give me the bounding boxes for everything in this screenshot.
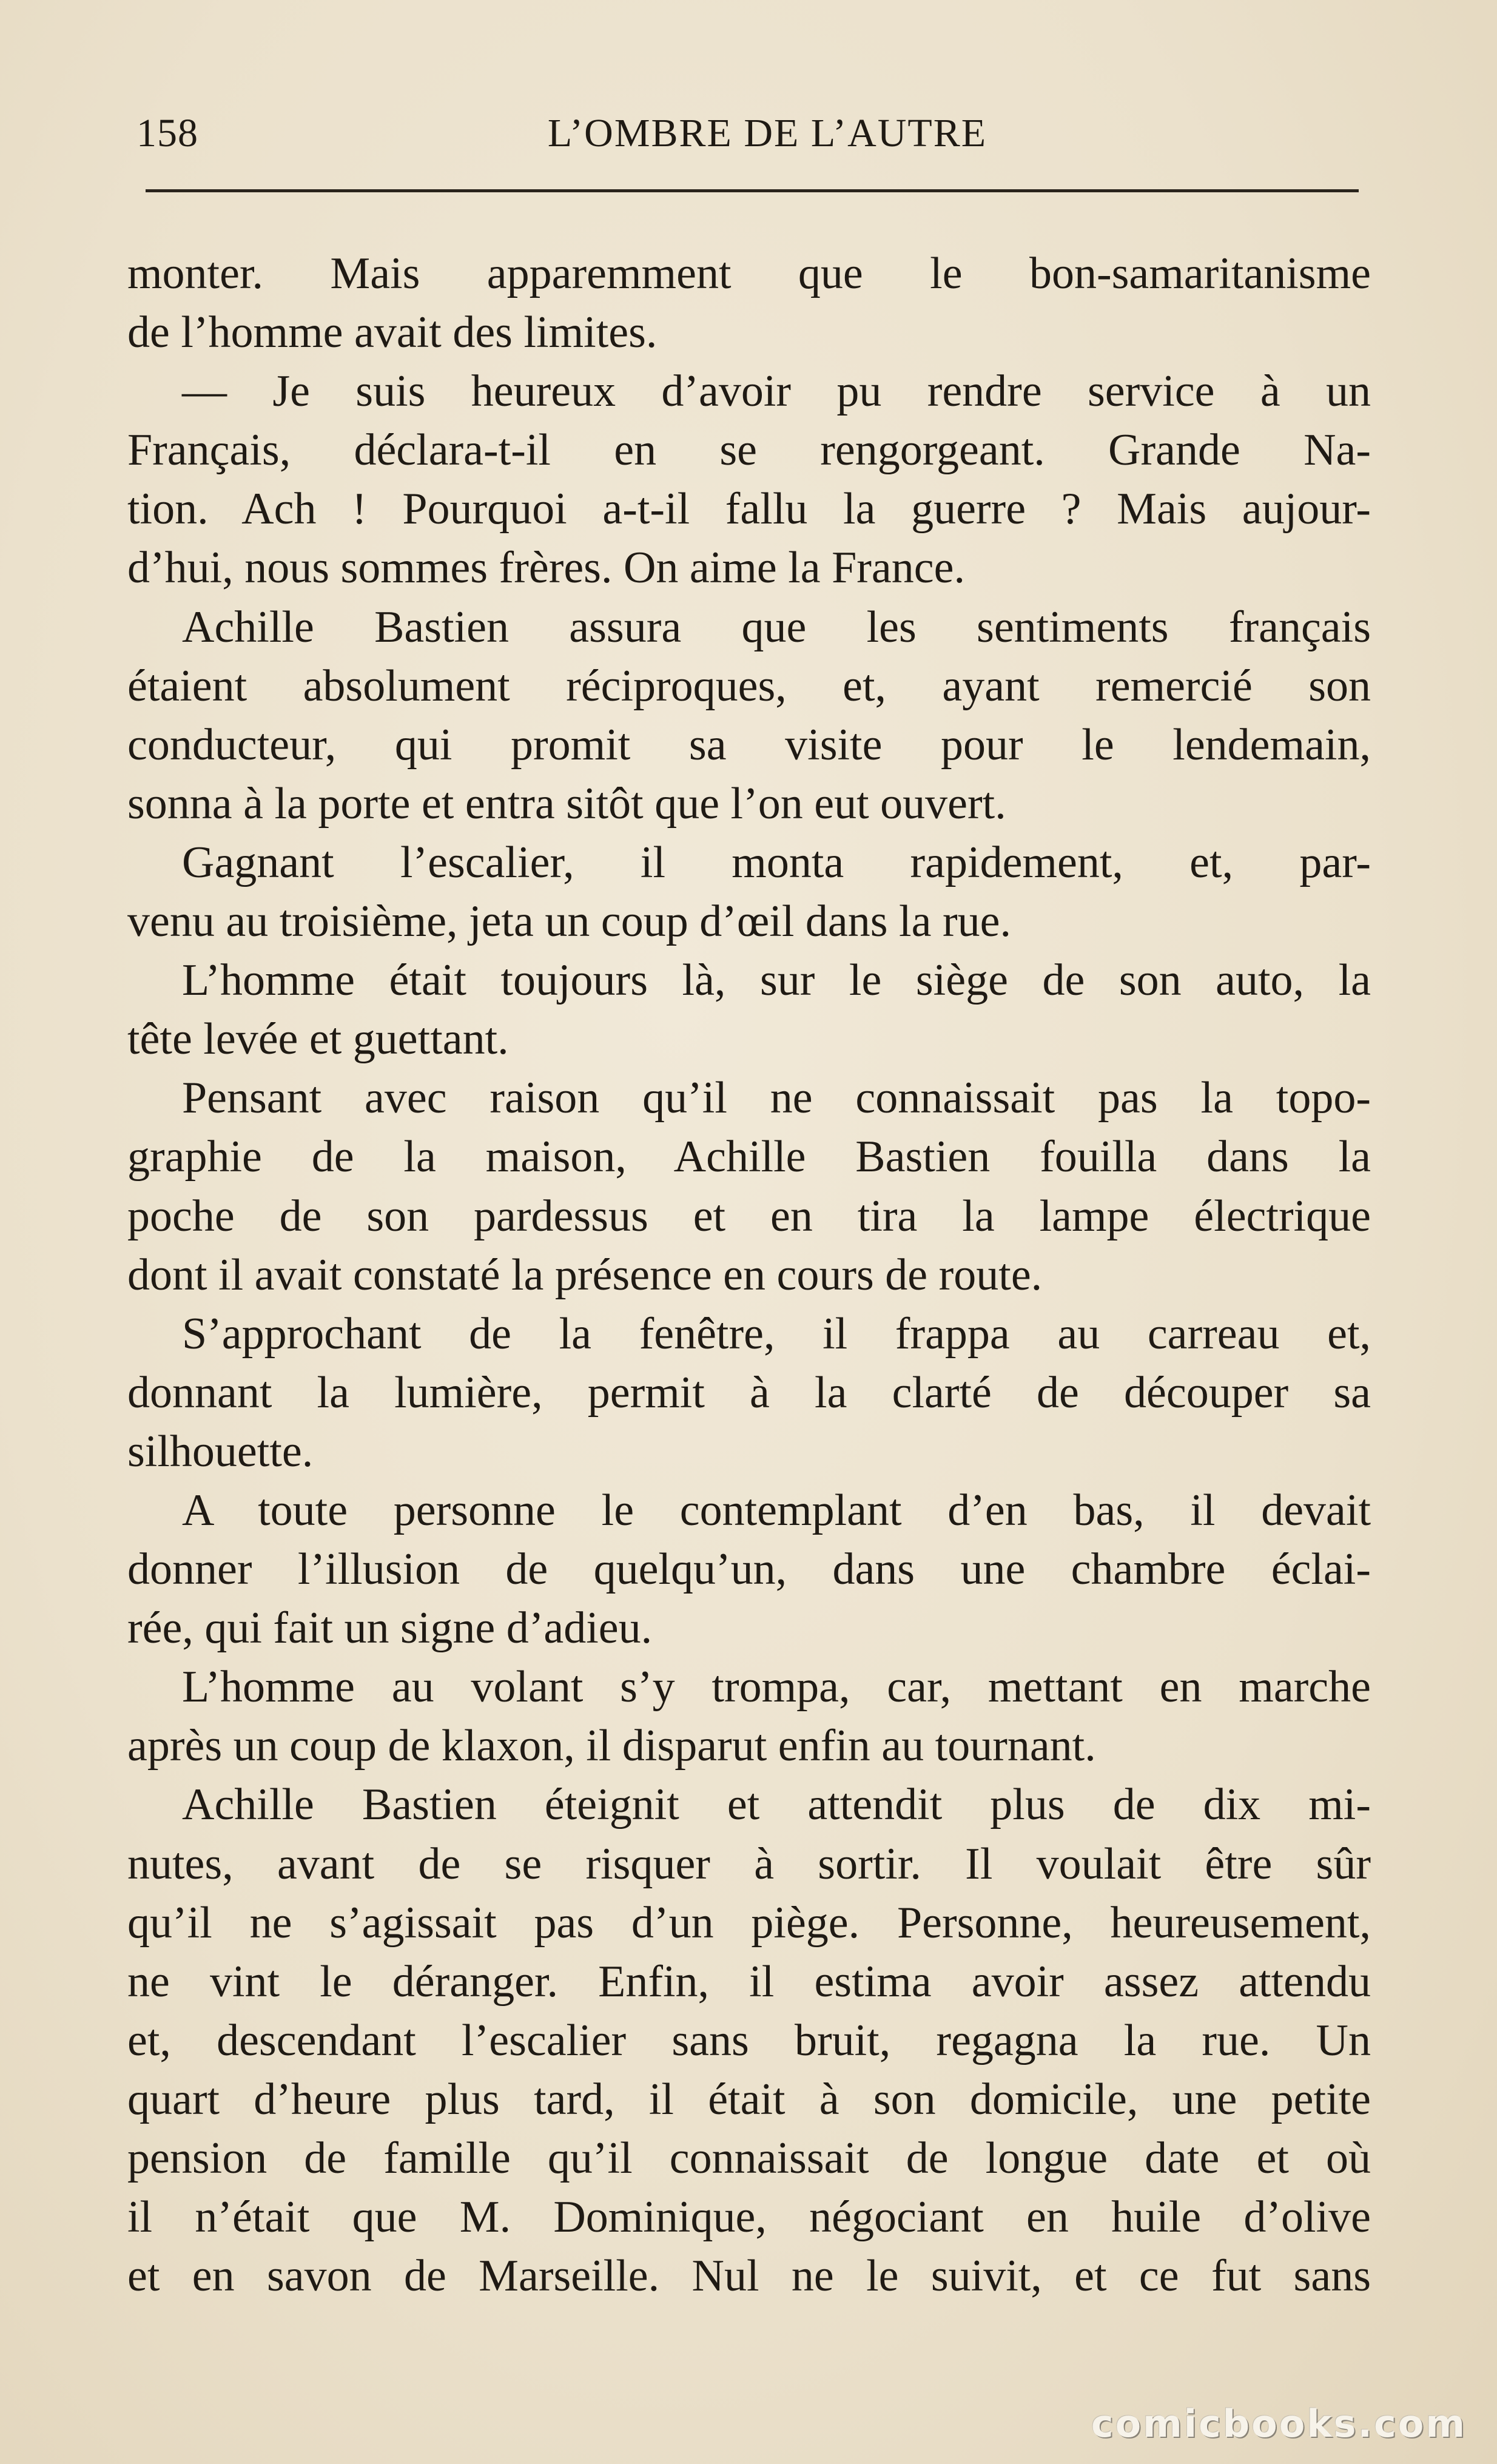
text-line: tion. Ach ! Pourquoi a-t-il fallu la guerre ? Mais aujour- bbox=[127, 484, 1371, 534]
text-line: poche de son pardessus et en tira la lampe électrique bbox=[127, 1191, 1371, 1241]
text-line: quart d’heure plus tard, il était à son domicile, une petite bbox=[127, 2074, 1371, 2124]
text-line: Achille Bastien éteignit et attendit plus de dix mi- bbox=[182, 1780, 1371, 1830]
text-line: venu au troisième, jeta un coup d’œil dans la rue. bbox=[127, 897, 1011, 947]
watermark: comicbooks.com bbox=[1091, 2402, 1467, 2446]
text-line: d’hui, nous sommes frères. On aime la France. bbox=[127, 543, 965, 593]
text-line: silhouette. bbox=[127, 1426, 314, 1476]
text-line: L’homme était toujours là, sur le siège de son auto, la bbox=[182, 955, 1371, 1006]
text-line: et, descendant l’escalier sans bruit, regagna la rue. Un bbox=[127, 2015, 1371, 2065]
text-line: nutes, avant de se risquer à sortir. Il voulait être sûr bbox=[127, 1839, 1371, 1889]
text-line: pension de famille qu’il connaissait de longue date et où bbox=[127, 2133, 1371, 2183]
text-line: étaient absolument réciproques, et, ayant remercié son bbox=[127, 661, 1371, 711]
text-line: graphie de la maison, Achille Bastien fouilla dans la bbox=[127, 1132, 1371, 1182]
running-head bbox=[136, 106, 1362, 161]
page-number: 158 bbox=[136, 111, 198, 155]
text-line: donnant la lumière, permit à la clarté de découper sa bbox=[127, 1367, 1371, 1418]
header-rule bbox=[146, 189, 1359, 192]
body-text bbox=[127, 244, 1371, 2306]
text-line: de l’homme avait des limites. bbox=[127, 308, 658, 358]
text-line: Achille Bastien assura que les sentiments français bbox=[182, 602, 1371, 652]
text-line: dont il avait constaté la présence en cours de route. bbox=[127, 1250, 1043, 1300]
text-line: Français, déclara-t-il en se rengorgeant. Grande Na- bbox=[127, 425, 1371, 476]
text-line: ne vint le déranger. Enfin, il estima avoir assez attendu bbox=[127, 1956, 1371, 2007]
text-line: qu’il ne s’agissait pas d’un piège. Personne, heureusement, bbox=[127, 1897, 1371, 1948]
text-line: sonna à la porte et entra sitôt que l’on eut ouvert. bbox=[127, 778, 1006, 829]
text-line: Gagnant l’escalier, il monta rapidement, et, par- bbox=[182, 837, 1371, 887]
text-line: tête levée et guettant. bbox=[127, 1014, 509, 1065]
text-line: et en savon de Marseille. Nul ne le suivit, et ce fut sans bbox=[127, 2251, 1371, 2301]
text-line: S’approchant de la fenêtre, il frappa au carreau et, bbox=[182, 1308, 1371, 1359]
text-line: après un coup de klaxon, il disparut enfin au tournant. bbox=[127, 1721, 1096, 1771]
text-line: A toute personne le contemplant d’en bas, il devait bbox=[182, 1485, 1371, 1535]
text-line: monter. Mais apparemment que le bon-samaritanisme bbox=[127, 249, 1371, 298]
text-line: donner l’illusion de quelqu’un, dans une chambre éclai- bbox=[127, 1544, 1371, 1595]
text-line: Pensant avec raison qu’il ne connaissait pas la topo- bbox=[182, 1073, 1371, 1123]
text-line: L’homme au volant s’y trompa, car, mettant en marche bbox=[182, 1662, 1371, 1712]
text-line: il n’était que M. Dominique, négociant en huile d’olive bbox=[127, 2192, 1371, 2243]
text-line: — Je suis heureux d’avoir pu rendre service à un bbox=[182, 366, 1371, 417]
running-title: L’OMBRE DE L’AUTRE bbox=[547, 111, 987, 155]
text-line: rée, qui fait un signe d’adieu. bbox=[127, 1603, 653, 1654]
text-line: conducteur, qui promit sa visite pour le lendemain, bbox=[127, 719, 1371, 770]
